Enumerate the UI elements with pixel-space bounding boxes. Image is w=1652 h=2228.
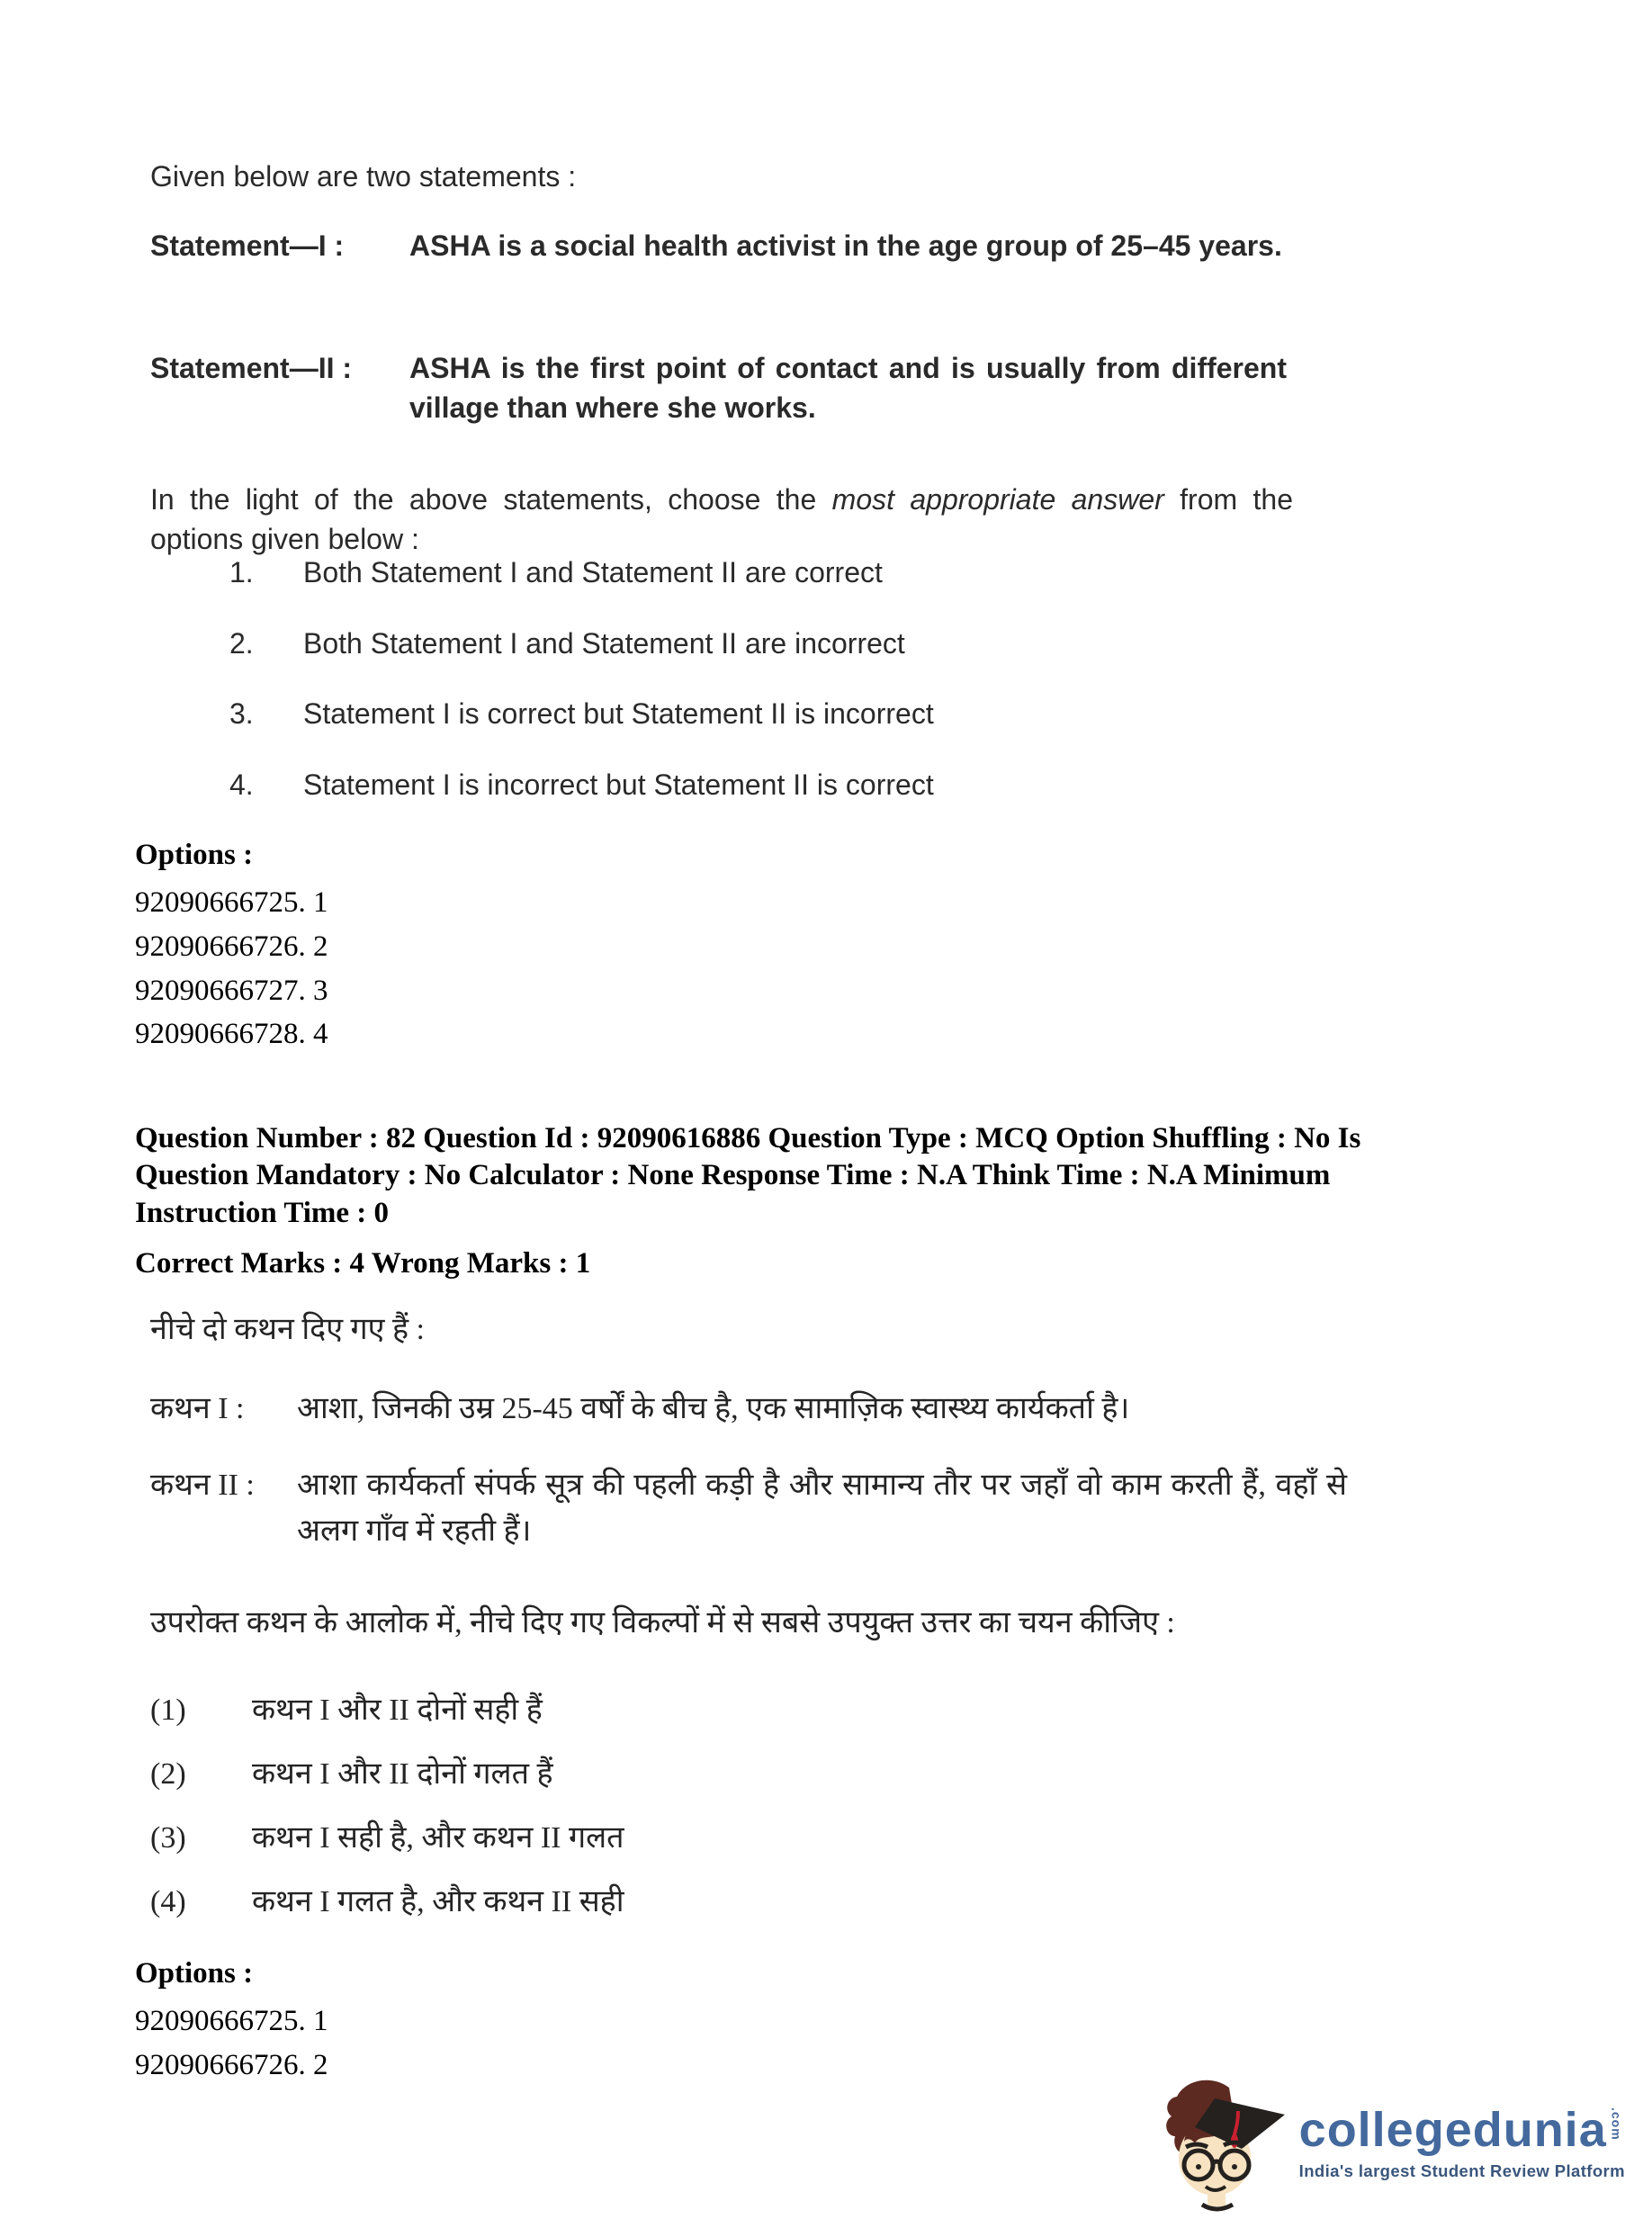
hindi-option-1-number: (1) bbox=[150, 1693, 186, 1727]
hindi-option-3-text: कथन I सही है, और कथन II गलत bbox=[252, 1821, 624, 1855]
options-id-block-1 bbox=[135, 839, 328, 1056]
hindi-option-row-3 bbox=[150, 1815, 624, 1861]
hindi-statement-1-text: आशा, जिनकी उम्र 25-45 वर्षों के बीच है, एक सामाज़िक स्वास्थ्य कार्यकर्ता है। bbox=[297, 1392, 1130, 1425]
option-3-text: Statement I is correct but Statement II is incorrect bbox=[303, 697, 934, 731]
hindi-option-2-number: (2) bbox=[150, 1757, 186, 1791]
hindi-statement-1-label: कथन I : bbox=[150, 1392, 245, 1425]
collegedunia-logo bbox=[1159, 2071, 1625, 2215]
hindi-option-1-text: कथन I और II दोनों सही हैं bbox=[252, 1693, 543, 1727]
collegedunia-brand-row bbox=[1298, 2103, 1625, 2157]
option-row-2 bbox=[229, 624, 934, 664]
statement-1-text: ASHA is a social health activist in the age group of 25–45 years. bbox=[409, 229, 1282, 262]
hindi-option-3-number: (3) bbox=[150, 1821, 186, 1855]
marks-line: Correct Marks : 4 Wrong Marks : 1 bbox=[135, 1246, 591, 1280]
instruction-prefix: In the light of the above statements, choose the bbox=[150, 483, 832, 516]
instruction-italic: most appropriate answer bbox=[831, 483, 1164, 516]
option-1-text: Both Statement I and Statement II are correct bbox=[303, 556, 883, 588]
answer-options-hi bbox=[150, 1687, 624, 1943]
options-heading-2: Options : bbox=[135, 1957, 254, 1990]
question-meta-line-2: Question Mandatory : No Calculator : None Response Time : N.A Think Time : N.A Minimum bbox=[135, 1159, 1331, 1192]
collegedunia-mascot-icon bbox=[1159, 2071, 1294, 2215]
statement-row-1 bbox=[150, 227, 1287, 266]
option-row-1 bbox=[229, 553, 934, 593]
option-id-line: 92090666727. 3 bbox=[135, 974, 328, 1007]
hindi-statement-row-1 bbox=[150, 1386, 1347, 1432]
question-meta-line-1: Question Number : 82 Question Id : 92090616886 Question Type : MCQ Option Shuffling : No Is bbox=[135, 1122, 1361, 1154]
option-id-line: 92090666725. 1 bbox=[135, 886, 328, 919]
hindi-option-2-text: कथन I और II दोनों गलत हैं bbox=[252, 1757, 553, 1791]
question-instruction-en bbox=[150, 481, 1293, 559]
hindi-option-row-2 bbox=[150, 1751, 624, 1797]
answer-options-en bbox=[229, 553, 934, 836]
collegedunia-tld: .com bbox=[1609, 2107, 1624, 2141]
hindi-statement-2-label: कथन II : bbox=[150, 1469, 255, 1502]
hindi-statement-row-2 bbox=[150, 1462, 1347, 1554]
question-intro-en: Given below are two statements : bbox=[150, 160, 577, 193]
option-1-number: 1. bbox=[229, 556, 254, 588]
option-2-text: Both Statement I and Statement II are incorrect bbox=[303, 626, 905, 660]
option-id-line: 92090666726. 2 bbox=[135, 930, 328, 963]
statement-2-label: Statement—II : bbox=[150, 352, 353, 384]
option-2-number: 2. bbox=[229, 626, 254, 660]
statement-2-text: ASHA is the first point of contact and is usually from different village than where she works. bbox=[409, 352, 1287, 424]
statement-row-2 bbox=[150, 349, 1287, 427]
collegedunia-logo-text bbox=[1298, 2103, 1625, 2181]
instruction-suffix: from the options given below : bbox=[150, 483, 1294, 555]
hindi-option-4-number: (4) bbox=[150, 1885, 186, 1918]
options-heading-1: Options : bbox=[135, 839, 254, 871]
option-id-line: 92090666728. 4 bbox=[135, 1018, 328, 1051]
hindi-statement-2-text: आशा कार्यकर्ता संपर्क सूत्र की पहली कड़ी है और सामान्य तौर पर जहाँ वो काम करती हैं, वहाँ से अलग गाँव में रहती हैं। bbox=[297, 1469, 1347, 1548]
options-id-block-2 bbox=[135, 1957, 328, 2088]
option-id-line: 92090666725. 1 bbox=[135, 2005, 328, 2037]
hindi-option-row-4 bbox=[150, 1879, 624, 1925]
question-instruction-hi: उपरोक्त कथन के आलोक में, नीचे दिए गए विकल्पों में से सबसे उपयुक्त उत्तर का चयन कीजिए : bbox=[150, 1606, 1175, 1640]
option-4-number: 4. bbox=[229, 768, 254, 801]
question-metadata bbox=[135, 1120, 1521, 1282]
option-3-number: 3. bbox=[229, 697, 254, 731]
hindi-option-4-text: कथन I गलत है, और कथन II सही bbox=[252, 1885, 624, 1918]
option-row-4 bbox=[229, 766, 934, 805]
hindi-option-row-1 bbox=[150, 1687, 624, 1733]
statement-1-label: Statement—I : bbox=[150, 229, 345, 262]
option-4-text: Statement I is incorrect but Statement II is correct bbox=[303, 768, 934, 801]
collegedunia-tagline: India's largest Student Review Platform bbox=[1298, 2161, 1625, 2180]
collegedunia-wordmark: collegedunia bbox=[1298, 2103, 1607, 2157]
option-id-line: 92090666726. 2 bbox=[135, 2048, 328, 2081]
option-row-3 bbox=[229, 695, 934, 734]
question-meta-line-3: Instruction Time : 0 bbox=[135, 1196, 390, 1229]
question-intro-hi: नीचे दो कथन दिए गए हैं : bbox=[150, 1313, 425, 1346]
